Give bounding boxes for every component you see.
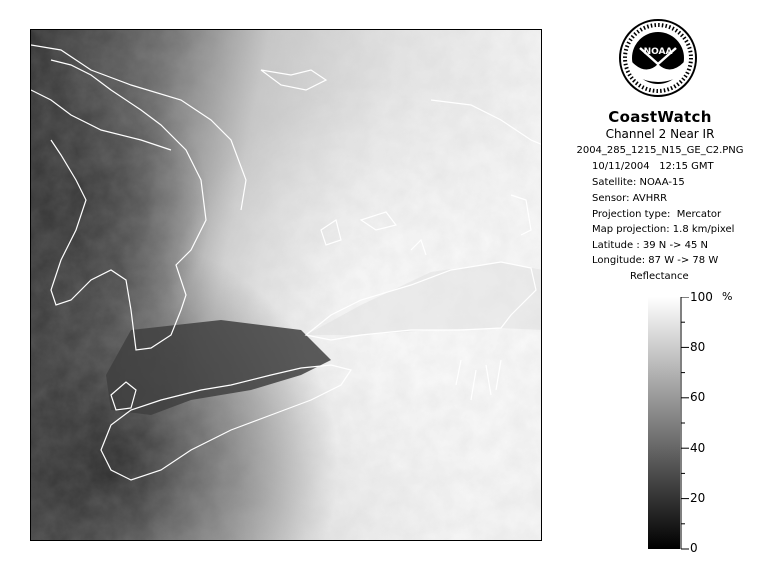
colorbar-ticks-svg: [680, 297, 692, 551]
tick-label-80: 80: [690, 340, 706, 354]
time-value: 12:15 GMT: [659, 161, 714, 172]
noaa-logo-graphic: [618, 18, 698, 98]
colorbar-minor-ticks: [681, 297, 689, 549]
filename-label: 2004_285_1215_N15_GE_C2.PNG: [576, 145, 744, 156]
date-value: 10/11/2004: [592, 161, 650, 172]
satellite-image-svg: [31, 30, 542, 541]
tick-label-40: 40: [690, 441, 706, 455]
channel-label: Channel 2 Near IR: [605, 127, 715, 141]
colorbar-unit: %: [722, 290, 733, 303]
tick-label-20: 20: [690, 491, 706, 505]
colorbar-label: Reflectance: [630, 271, 689, 282]
tick-label-0: 0: [690, 541, 698, 555]
longitude-line: Longitude: 87 W -> 78 W: [592, 255, 719, 266]
tick-label-100: 100: [690, 290, 713, 304]
colorbar-gradient: [648, 297, 680, 549]
projection-type-line: Projection type: Mercator: [592, 209, 722, 220]
satellite-line: Satellite: NOAA-15: [592, 177, 685, 188]
noaa-logo: [618, 18, 698, 98]
tick-label-60: 60: [690, 390, 706, 404]
sensor-line: Sensor: AVHRR: [592, 193, 668, 204]
app-title: CoastWatch: [608, 108, 712, 126]
latitude-line: Latitude : 39 N -> 45 N: [592, 240, 708, 251]
map-projection-line: Map projection: 1.8 km/pixel: [592, 224, 735, 235]
colorbar-axis: [680, 297, 692, 555]
datetime-line: [592, 161, 714, 172]
satellite-image: [30, 29, 542, 541]
svg-text:NOAA: NOAA: [643, 47, 673, 57]
